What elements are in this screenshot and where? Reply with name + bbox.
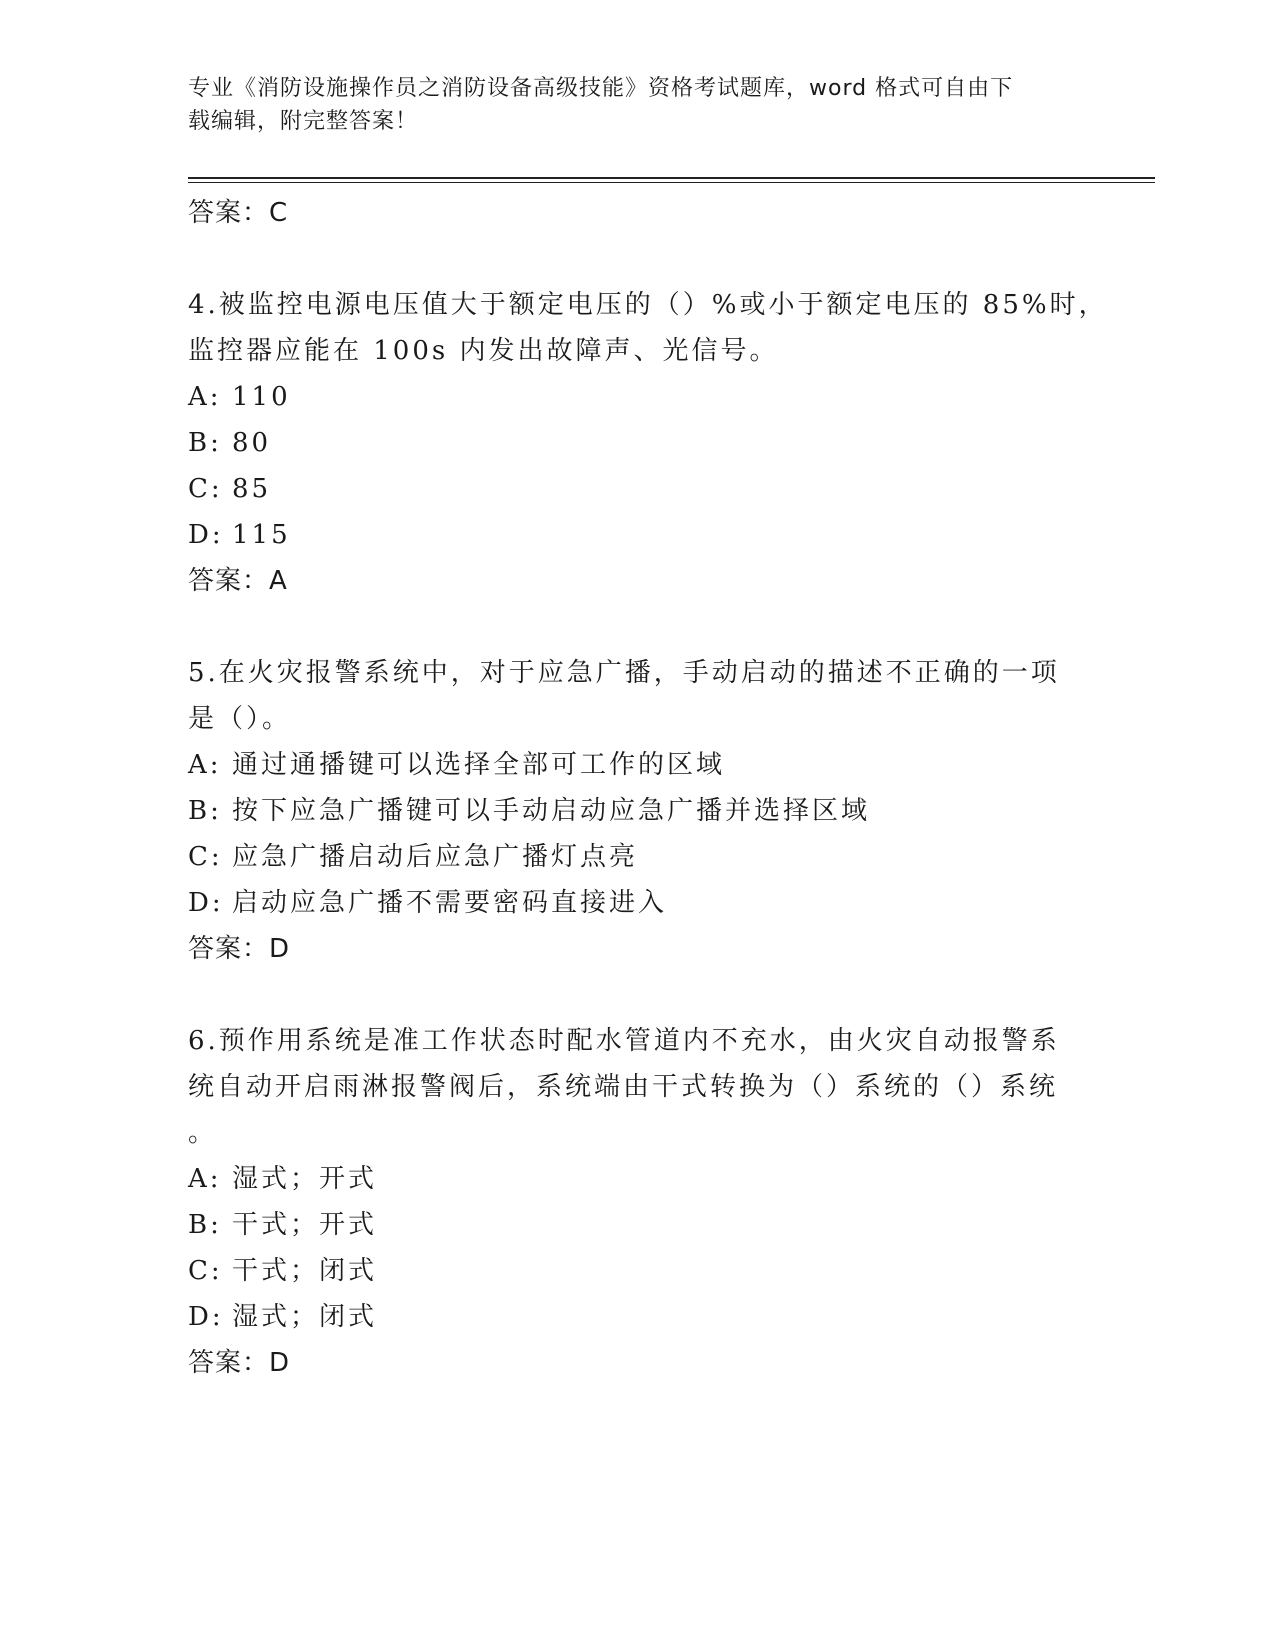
stem-line: 监控器应能在 100s 内发出故障声、光信号。	[188, 336, 779, 366]
option-letter: A:	[188, 382, 222, 412]
option-a	[188, 1156, 1088, 1202]
stem-line: 是（）。	[188, 704, 292, 734]
option-text: 干式；闭式	[232, 1256, 378, 1286]
option-c	[188, 834, 1088, 880]
spacer	[188, 236, 1088, 282]
option-letter: C:	[188, 842, 223, 872]
question-stem	[188, 282, 1108, 374]
option-letter: C:	[188, 474, 223, 504]
option-letter: B:	[188, 428, 222, 458]
option-text: 115	[232, 520, 291, 550]
option-text: 110	[232, 382, 291, 412]
option-letter: C:	[188, 1256, 223, 1286]
option-letter: A:	[188, 1164, 222, 1194]
question-answer: 答案：D	[188, 934, 291, 964]
question-block	[188, 650, 1088, 972]
header-divider-thick	[188, 177, 1155, 179]
option-letter: D:	[188, 888, 224, 918]
option-letter: A:	[188, 750, 222, 780]
stem-line: 统自动开启雨淋报警阀后，系统端由干式转换为（）系统的（）系统	[188, 1072, 1059, 1102]
question-answer: 答案：D	[188, 1348, 291, 1378]
option-text: 80	[232, 428, 272, 458]
stem-line: 6.预作用系统是准工作状态时配水管道内不充水，由火灾自动报警系	[188, 1026, 1060, 1056]
option-letter: B:	[188, 1210, 222, 1240]
option-b	[188, 1202, 1088, 1248]
option-letter: D:	[188, 520, 224, 550]
option-b	[188, 788, 1088, 834]
option-text: 按下应急广播键可以手动启动应急广播并选择区域	[232, 796, 871, 826]
question-block	[188, 1018, 1088, 1386]
option-text: 湿式；开式	[232, 1164, 378, 1194]
document-body	[188, 190, 1108, 1386]
option-a	[188, 374, 1088, 420]
question-answer: 答案：A	[188, 566, 288, 596]
header-line-1: 专业《消防设施操作员之消防设备高级技能》资格考试题库，word 格式可自由下	[188, 76, 1014, 101]
option-c	[188, 466, 1088, 512]
stem-line: 4.被监控电源电压值大于额定电压的（）%或小于额定电压的 85%时，	[188, 290, 1108, 320]
option-letter: D:	[188, 1302, 224, 1332]
document-header	[188, 72, 1068, 138]
stem-line: 。	[188, 1118, 218, 1148]
option-text: 启动应急广播不需要密码直接进入	[232, 888, 668, 918]
option-text: 通过通播键可以选择全部可工作的区域	[232, 750, 726, 780]
option-text: 湿式；闭式	[232, 1302, 378, 1332]
option-text: 应急广播启动后应急广播灯点亮	[232, 842, 639, 872]
question-stem	[188, 1018, 1068, 1156]
question-stem	[188, 650, 1068, 742]
option-d	[188, 512, 1088, 558]
header-line-2: 载编辑，附完整答案！	[188, 109, 419, 134]
spacer	[188, 604, 1088, 650]
question-block	[188, 282, 1108, 604]
option-d	[188, 880, 1088, 926]
option-a	[188, 742, 1088, 788]
option-b	[188, 420, 1088, 466]
stem-line: 5.在火灾报警系统中，对于应急广播，手动启动的描述不正确的一项	[188, 658, 1060, 688]
option-letter: B:	[188, 796, 222, 826]
option-c	[188, 1248, 1088, 1294]
header-divider-thin	[188, 182, 1155, 183]
previous-answer: 答案：C	[188, 198, 289, 228]
option-text: 85	[232, 474, 272, 504]
option-text: 干式；开式	[232, 1210, 378, 1240]
option-d	[188, 1294, 1088, 1340]
spacer	[188, 972, 1088, 1018]
